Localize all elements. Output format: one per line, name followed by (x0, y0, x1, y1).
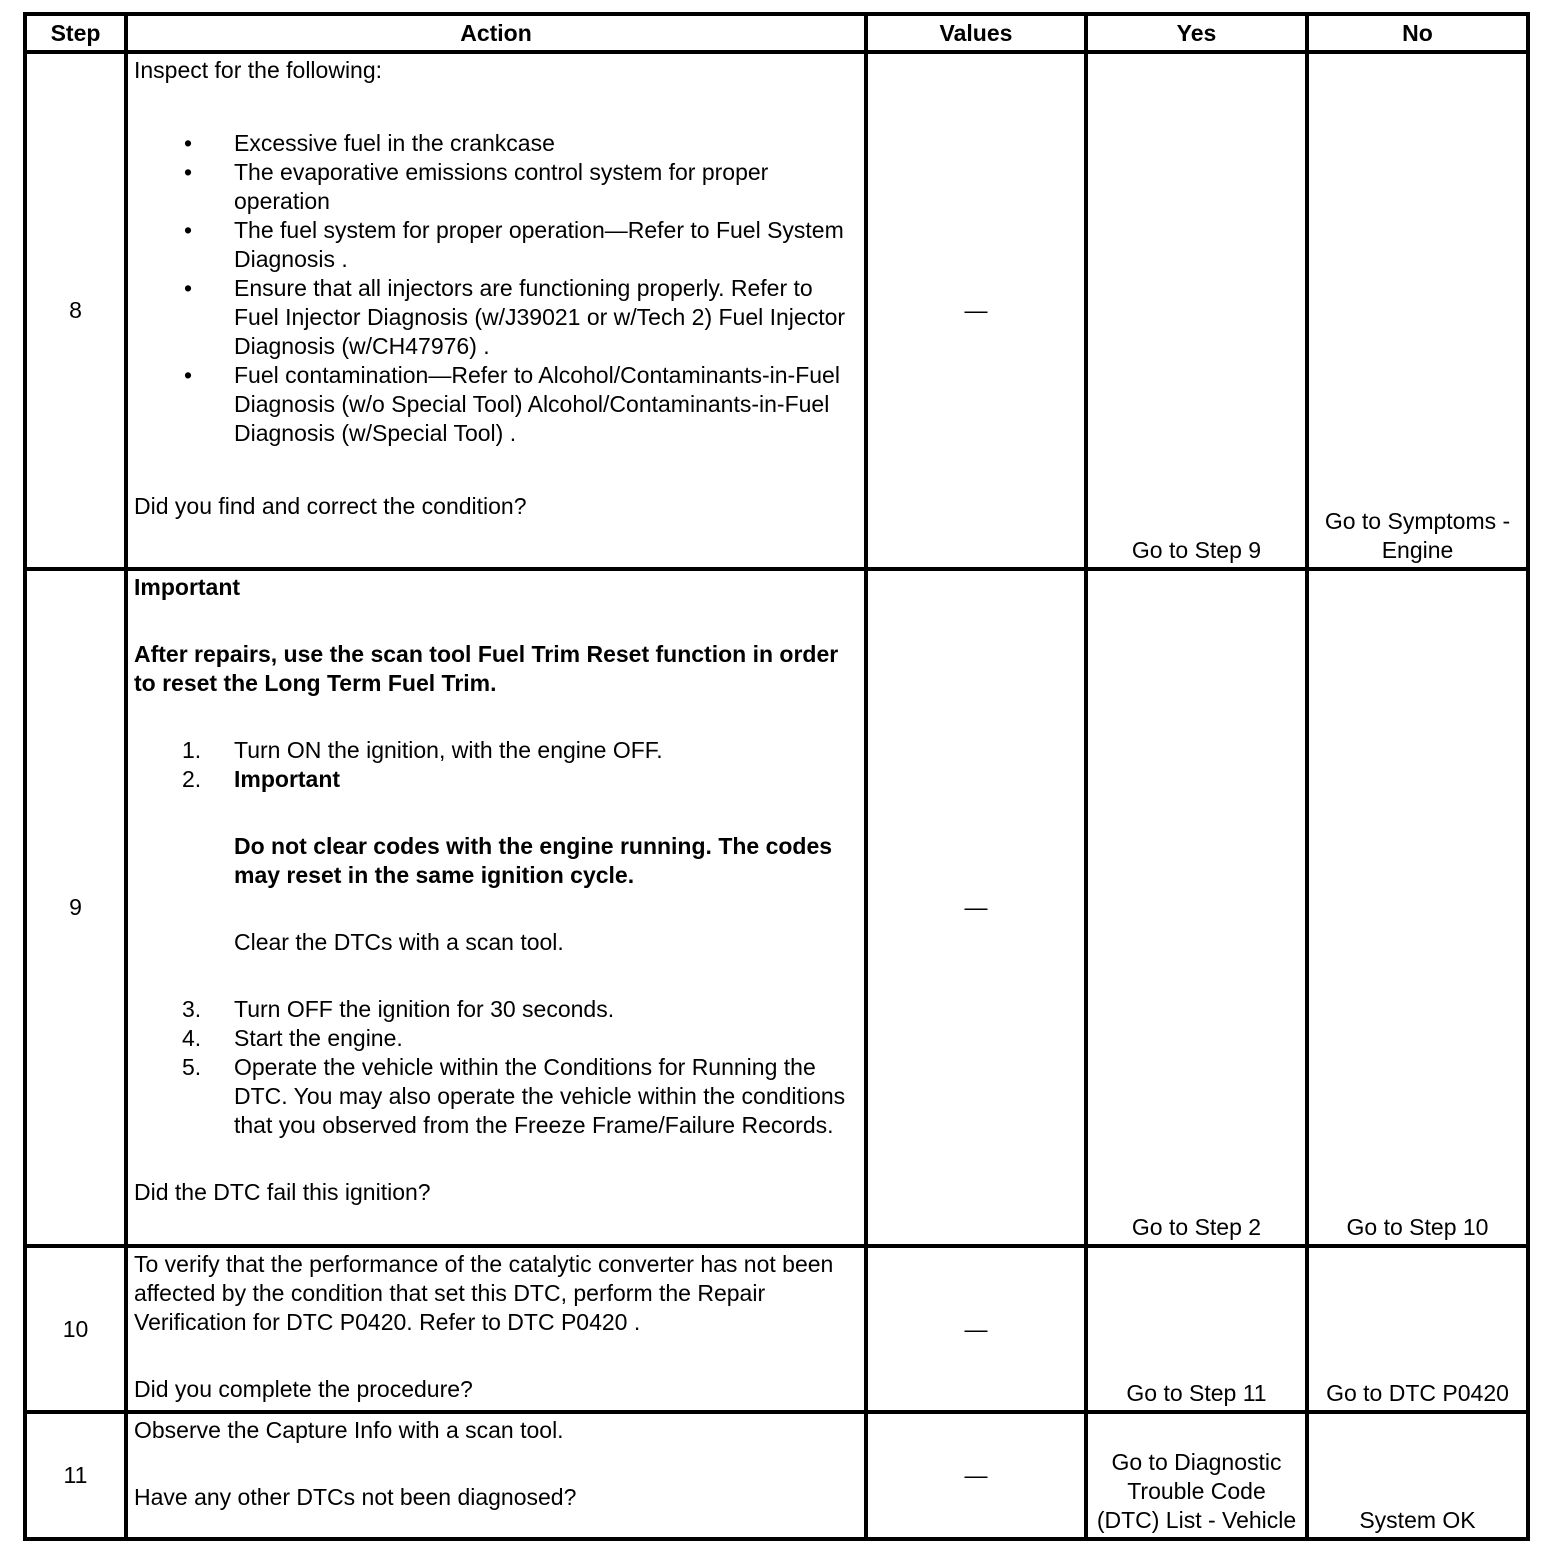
numbered-list (134, 736, 858, 1140)
header-step: Step (25, 14, 126, 52)
step-number: 10 (25, 1246, 126, 1412)
step-number: 11 (25, 1412, 126, 1539)
bullet-icon: • (184, 275, 193, 301)
values-cell: — (866, 1246, 1086, 1412)
list-item: 2. Important Do not clear codes with the engine running. The codes may reset in the same ignition cycle. Clear the DTCs with a scan tool. (134, 765, 858, 995)
action-question: Did you find and correct the condition? (134, 493, 527, 519)
action-intro: Inspect for the following: (134, 57, 383, 83)
yes-cell: Go to Diagnostic Trouble Code (DTC) List - Vehicle (1086, 1412, 1307, 1539)
step-text: Clear the DTCs with a scan tool. (234, 929, 564, 955)
step-number: 9 (25, 569, 126, 1246)
action-text: To verify that the performance of the catalytic converter has not been affected by the condition that set this DTC, perform the Repair Verification for DTC P0420. Refer to DTC P0420 . (134, 1251, 834, 1335)
table-row-step-10 (25, 1246, 1528, 1412)
list-item: • Fuel contamination—Refer to Alcohol/Contaminants-in-Fuel Diagnosis (w/o Special Tool) Alcohol/Contaminants-in-Fuel Diagnosis (w/Special Tool) . (184, 362, 840, 446)
no-cell: System OK (1307, 1412, 1528, 1539)
action-text: Observe the Capture Info with a scan tool. (134, 1417, 564, 1443)
list-item: 3. Turn OFF the ignition for 30 seconds. (182, 996, 615, 1022)
list-item: • Ensure that all injectors are functioning properly. Refer to Fuel Injector Diagnosis (w/J39021 or w/Tech 2) Fuel Injector Diagnosis (w/CH47976) . (184, 275, 846, 359)
values-cell: — (866, 1412, 1086, 1539)
step-important-note: Do not clear codes with the engine running. The codes may reset in the same ignition cycle. (234, 833, 833, 888)
action-cell (126, 569, 866, 1246)
table-row-step-8 (25, 52, 1528, 569)
list-item: • The fuel system for proper operation—Refer to Fuel System Diagnosis . (184, 217, 844, 272)
important-text: After repairs, use the scan tool Fuel Trim Reset function in order to reset the Long Term Fuel Trim. (134, 641, 839, 696)
action-cell (126, 1246, 866, 1412)
values-cell: — (866, 569, 1086, 1246)
header-action: Action (126, 14, 866, 52)
list-item: 1. Turn ON the ignition, with the engine OFF. (182, 737, 663, 763)
action-question: Did the DTC fail this ignition? (134, 1179, 431, 1205)
list-item: • Excessive fuel in the crankcase (184, 130, 555, 156)
header-no: No (1307, 14, 1528, 52)
list-item: 4. Start the engine. (182, 1025, 403, 1051)
table-row-step-9 (25, 569, 1528, 1246)
action-question: Have any other DTCs not been diagnosed? (134, 1484, 577, 1510)
table-row-step-11 (25, 1412, 1528, 1539)
no-cell: Go to Step 10 (1307, 569, 1528, 1246)
bullet-icon: • (184, 159, 193, 185)
bullet-icon: • (184, 130, 193, 156)
bullet-icon: • (184, 362, 193, 388)
bullet-icon: • (184, 217, 193, 243)
action-cell (126, 52, 866, 569)
bullet-list (134, 129, 858, 448)
no-cell: Go to Symptoms - Engine (1307, 52, 1528, 569)
no-cell: Go to DTC P0420 (1307, 1246, 1528, 1412)
list-item: 5. Operate the vehicle within the Conditions for Running the DTC. You may also operate the vehicle within the conditions that you observed from the Freeze Frame/Failure Records. (182, 1054, 846, 1138)
values-cell: — (866, 52, 1086, 569)
yes-cell: Go to Step 9 (1086, 52, 1307, 569)
step-important-label: Important (234, 766, 341, 792)
list-item: • The evaporative emissions control system for proper operation (184, 159, 769, 214)
important-label: Important (134, 574, 241, 600)
header-row (25, 14, 1528, 52)
yes-cell: Go to Step 2 (1086, 569, 1307, 1246)
diagnostic-table (23, 12, 1530, 1541)
header-yes: Yes (1086, 14, 1307, 52)
step-number: 8 (25, 52, 126, 569)
action-question: Did you complete the procedure? (134, 1376, 473, 1402)
action-cell (126, 1412, 866, 1539)
yes-cell: Go to Step 11 (1086, 1246, 1307, 1412)
header-values: Values (866, 14, 1086, 52)
